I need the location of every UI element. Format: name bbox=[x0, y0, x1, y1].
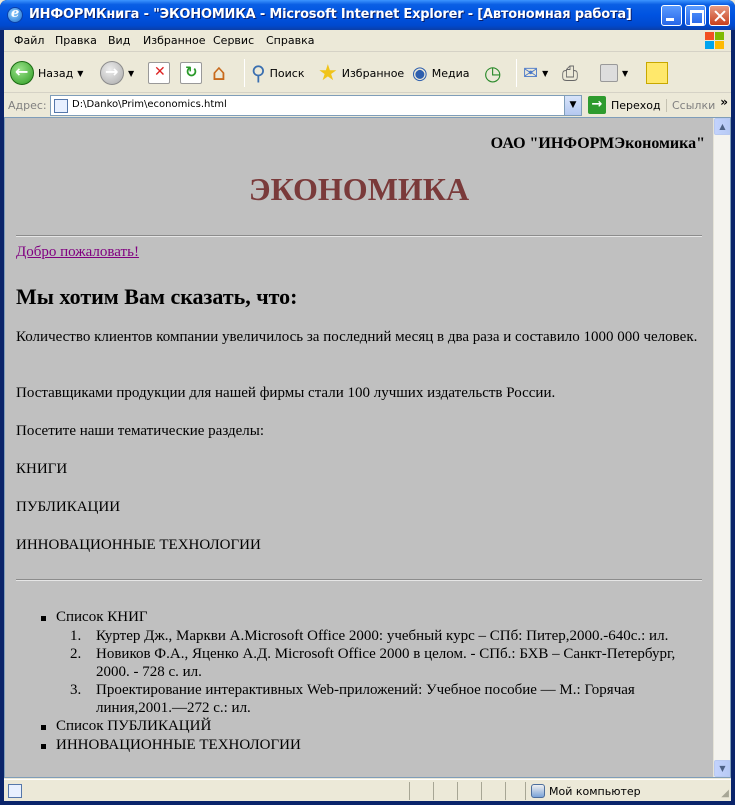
links-button[interactable]: Ссылки bbox=[666, 99, 715, 112]
sections-list bbox=[16, 608, 706, 755]
list-item bbox=[70, 645, 706, 681]
status-divider bbox=[525, 782, 526, 800]
window-title: ИНФОРМКнига - "ЭКОНОМИКА - Microsoft Internet Explorer - [Автономная работа] bbox=[29, 7, 632, 22]
page-status-icon bbox=[8, 784, 22, 798]
vertical-scrollbar[interactable] bbox=[713, 118, 730, 777]
book-entry: Куртер Дж., Маркви А.Microsoft Office 2000: учебный курс – СПб: Питер,2000.-640с.: ил. bbox=[96, 628, 669, 644]
history-icon: ◷ bbox=[484, 61, 502, 85]
company-name: ОАО "ИНФОРМЭкономика" bbox=[490, 135, 705, 152]
status-divider bbox=[457, 782, 458, 800]
home-icon: ⌂ bbox=[212, 60, 226, 86]
menu-edit[interactable]: Правка bbox=[55, 34, 97, 47]
print-button[interactable] bbox=[562, 59, 578, 87]
toolbar-separator bbox=[244, 59, 245, 87]
book-entry: Проектирование интерактивных Web-приложений: Учебное пособие — М.: Горячая линия,2001.—272 с.: ил. bbox=[96, 682, 635, 716]
address-input[interactable] bbox=[50, 95, 582, 116]
search-button[interactable] bbox=[251, 59, 305, 87]
go-label: Переход bbox=[611, 98, 661, 112]
forward-button[interactable] bbox=[100, 59, 134, 87]
menu-file[interactable]: Файл bbox=[14, 34, 45, 47]
list-number: 2. bbox=[70, 646, 82, 662]
stop-button[interactable] bbox=[148, 59, 170, 87]
history-button[interactable] bbox=[484, 59, 501, 87]
title-bar[interactable] bbox=[0, 0, 735, 30]
minimize-button[interactable] bbox=[661, 5, 682, 26]
section-technologies: ИННОВАЦИОННЫЕ ТЕХНОЛОГИИ bbox=[16, 537, 261, 553]
subheading: Мы хотим Вам сказать, что: bbox=[16, 284, 298, 309]
media-icon: ◉ bbox=[412, 62, 428, 84]
paragraph-suppliers: Поставщиками продукции для нашей фирмы стали 100 лучших издательств России. bbox=[16, 385, 556, 401]
page-heading: ЭКОНОМИКА bbox=[248, 171, 470, 207]
status-divider bbox=[505, 782, 506, 800]
books-list-title: Список КНИГ bbox=[56, 609, 148, 625]
search-icon: ⚲ bbox=[251, 61, 266, 85]
status-divider bbox=[481, 782, 482, 800]
section-books: КНИГИ bbox=[16, 461, 68, 477]
address-bar bbox=[4, 94, 731, 117]
status-divider bbox=[433, 782, 434, 800]
refresh-icon: ↻ bbox=[180, 62, 202, 84]
zone-label: Мой компьютер bbox=[549, 784, 641, 798]
mail-dropdown-icon[interactable]: ▼ bbox=[542, 68, 549, 78]
back-button[interactable] bbox=[10, 59, 83, 87]
back-label: Назад bbox=[38, 66, 74, 80]
security-zone bbox=[531, 784, 641, 798]
address-dropdown-icon[interactable]: ▼ bbox=[564, 96, 581, 115]
media-button[interactable] bbox=[412, 59, 469, 87]
messenger-button[interactable] bbox=[646, 59, 668, 87]
home-button[interactable] bbox=[212, 59, 226, 87]
technologies-list-title: ИННОВАЦИОННЫЕ ТЕХНОЛОГИИ bbox=[56, 737, 301, 753]
refresh-button[interactable] bbox=[180, 59, 202, 87]
scroll-up-icon[interactable]: ▲ bbox=[714, 118, 731, 135]
mail-icon: ✉ bbox=[523, 62, 539, 84]
back-dropdown-icon[interactable]: ▼ bbox=[77, 68, 84, 78]
status-divider bbox=[409, 782, 410, 800]
edit-dropdown-icon[interactable]: ▼ bbox=[622, 68, 629, 78]
edit-button[interactable] bbox=[600, 59, 628, 87]
mail-button[interactable] bbox=[523, 59, 548, 87]
stop-icon: ✕ bbox=[148, 62, 170, 84]
address-value[interactable]: D:\Danko\Prim\economics.html bbox=[72, 99, 227, 110]
toolbar-separator bbox=[516, 59, 517, 87]
favorites-label: Избранное bbox=[341, 66, 405, 80]
menu-favorites[interactable]: Избранное bbox=[143, 34, 206, 47]
close-button[interactable] bbox=[709, 5, 730, 26]
page-viewport bbox=[4, 117, 731, 778]
standard-toolbar bbox=[4, 53, 731, 93]
list-item bbox=[44, 717, 706, 736]
publications-list-title: Список ПУБЛИКАЦИЙ bbox=[56, 718, 212, 734]
page-icon bbox=[54, 99, 68, 113]
search-label: Поиск bbox=[269, 66, 305, 80]
scroll-down-icon[interactable]: ▼ bbox=[714, 760, 731, 777]
list-item bbox=[70, 627, 706, 645]
windows-logo-icon bbox=[703, 31, 727, 51]
paragraph-sections: Посетите наши тематические разделы: bbox=[16, 423, 265, 439]
note-icon bbox=[646, 62, 668, 84]
ie-logo-icon bbox=[7, 7, 23, 23]
forward-dropdown-icon[interactable]: ▼ bbox=[128, 68, 135, 78]
paragraph-clients: Количество клиентов компании увеличилось за последний месяц в два раза и составило 1000 000 человек. bbox=[16, 329, 698, 345]
go-arrow-icon: → bbox=[588, 96, 606, 114]
list-item bbox=[70, 681, 706, 717]
computer-icon bbox=[531, 784, 545, 798]
edit-icon bbox=[600, 64, 618, 82]
address-label: Адрес: bbox=[8, 99, 47, 112]
list-number: 1. bbox=[70, 628, 82, 644]
books-list bbox=[70, 627, 706, 717]
list-item bbox=[44, 736, 706, 755]
favorites-button[interactable] bbox=[318, 59, 404, 87]
forward-arrow-icon bbox=[100, 61, 124, 85]
browser-chrome bbox=[4, 30, 731, 801]
menu-bar bbox=[4, 30, 731, 52]
menu-tools[interactable]: Сервис bbox=[213, 34, 255, 47]
welcome-link[interactable]: Добро пожаловать! bbox=[16, 244, 139, 260]
menu-view[interactable]: Вид bbox=[108, 34, 131, 47]
list-item bbox=[44, 608, 706, 717]
media-label: Медиа bbox=[431, 66, 470, 80]
list-number: 3. bbox=[70, 682, 82, 698]
page-content bbox=[5, 118, 713, 777]
printer-icon: ⎙ bbox=[562, 61, 578, 85]
menu-help[interactable]: Справка bbox=[266, 34, 315, 47]
go-button[interactable] bbox=[588, 96, 661, 114]
maximize-button[interactable] bbox=[685, 5, 706, 26]
chevron-right-icon[interactable]: » bbox=[720, 95, 728, 109]
section-publications: ПУБЛИКАЦИИ bbox=[16, 499, 121, 515]
status-bar bbox=[4, 779, 731, 801]
horizontal-rule bbox=[16, 579, 702, 581]
back-arrow-icon bbox=[10, 61, 34, 85]
resize-grip-icon[interactable]: ◢ bbox=[721, 788, 729, 799]
star-icon: ★ bbox=[318, 60, 338, 86]
horizontal-rule bbox=[16, 235, 702, 237]
book-entry: Новиков Ф.А., Яценко А.Д. Microsoft Office 2000 в целом. - СПб.: БХВ – Санкт-Петербург, 2000. - 728 с. ил. bbox=[96, 646, 676, 680]
